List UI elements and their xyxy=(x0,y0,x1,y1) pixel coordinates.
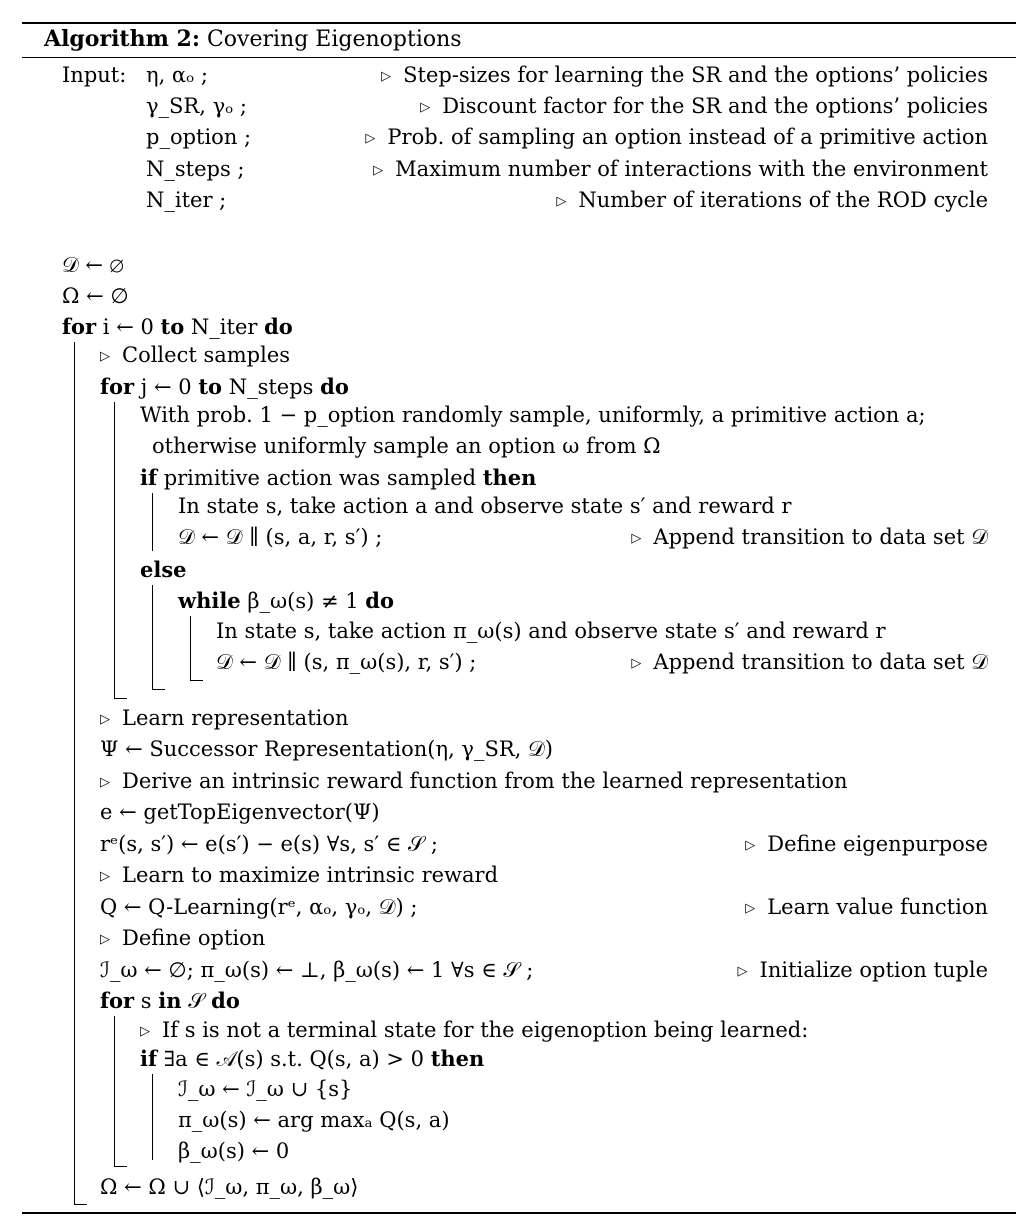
comment-line: ▷ Define option xyxy=(100,925,265,953)
comment-triangle-icon: ▷ xyxy=(365,131,376,146)
block-bar xyxy=(114,402,127,699)
algorithm-line: ℐ_ω ← ∅; π_ω(s) ← ⊥, β_ω(s) ← 1 ∀s ∈ 𝒮 ; xyxy=(100,958,534,982)
algorithm-line: In state s, take action π_ω(s) and observe state s′ and reward r xyxy=(216,619,886,643)
comment-line: ▷ Collect samples xyxy=(100,342,290,370)
block-bar xyxy=(152,585,165,690)
block-bar xyxy=(152,1074,165,1160)
block-bar xyxy=(152,493,165,551)
block-bar xyxy=(190,616,203,681)
comment-triangle-icon: ▷ xyxy=(745,838,756,853)
algorithm-line: 𝒟 ← 𝒟 ∥ (s, a, r, s′) ; xyxy=(178,525,383,549)
input-comment: ▷ Maximum number of interactions with the environment xyxy=(373,156,988,184)
comment-triangle-icon: ▷ xyxy=(100,775,110,790)
bottom-rule xyxy=(22,1212,1016,1214)
algorithm-line: rᵉ(s, s′) ← e(s′) − e(s) ∀s, s′ ∈ 𝒮 ; xyxy=(100,832,438,856)
algorithm-line: Q ← Q-Learning(rᵉ, αₒ, γₒ, 𝒟) ; xyxy=(100,895,418,919)
comment-line: ▷ Learn to maximize intrinsic reward xyxy=(100,862,498,890)
algorithm-line: π_ω(s) ← arg maxₐ Q(s, a) xyxy=(178,1108,450,1132)
comment-triangle-icon: ▷ xyxy=(373,163,384,178)
comment-triangle-icon: ▷ xyxy=(745,901,756,916)
input-param: N_iter ; xyxy=(146,188,227,212)
input-comment: ▷ Number of iterations of the ROD cycle xyxy=(556,187,988,215)
algorithm-number: Algorithm 2: xyxy=(44,26,200,52)
algorithm-line: Ω ← ∅ xyxy=(62,284,129,308)
algorithm-line: while β_ω(s) ≠ 1 do xyxy=(178,588,394,613)
comment-triangle-icon: ▷ xyxy=(737,964,748,979)
input-param: N_steps ; xyxy=(146,157,245,181)
comment-triangle-icon: ▷ xyxy=(100,932,110,947)
comment-triangle-icon: ▷ xyxy=(100,869,110,884)
input-comment: ▷ Prob. of sampling an option instead of a primitive action xyxy=(365,124,988,152)
comment-triangle-icon: ▷ xyxy=(420,100,431,115)
algorithm-line: for i ← 0 to N_iter do xyxy=(62,314,293,339)
block-bar xyxy=(114,1016,127,1167)
comment-triangle-icon: ▷ xyxy=(381,69,392,84)
algorithm-line: Ω ← Ω ∪ ⟨ℐ_ω, π_ω, β_ω⟩ xyxy=(100,1175,359,1199)
comment-triangle-icon: ▷ xyxy=(631,531,642,546)
algorithm-line: With prob. 1 − p_option randomly sample, uniformly, a primitive action a; xyxy=(140,403,926,427)
input-comment: ▷ Discount factor for the SR and the options’ policies xyxy=(420,93,988,121)
comment-line: ▷ Learn representation xyxy=(100,705,349,733)
block-bar xyxy=(74,342,87,1205)
comment-line: ▷ Append transition to data set 𝒟 xyxy=(631,649,988,677)
comment-triangle-icon: ▷ xyxy=(140,1024,150,1039)
algorithm-line: 𝒟 ← ∅ xyxy=(62,253,124,277)
algorithm-line: for j ← 0 to N_steps do xyxy=(100,374,349,399)
algorithm-line: if primitive action was sampled then xyxy=(140,465,537,490)
comment-line: ▷ Learn value function xyxy=(745,894,988,922)
algorithm-line: otherwise uniformly sample an option ω from Ω xyxy=(152,434,661,458)
title-rule xyxy=(22,57,1016,58)
comment-line: ▷ Initialize option tuple xyxy=(738,957,988,985)
comment-line: ▷ Append transition to data set 𝒟 xyxy=(631,524,988,552)
algorithm-line: for s in 𝒮 do xyxy=(100,988,240,1013)
comment-line: ▷ Derive an intrinsic reward function from the learned representation xyxy=(100,768,848,796)
algorithm-name: Covering Eigenoptions xyxy=(206,27,462,52)
algorithm-line: Ψ ← Successor Representation(η, γ_SR, 𝒟) xyxy=(100,737,553,761)
comment-triangle-icon: ▷ xyxy=(631,656,642,671)
algorithm-line: else xyxy=(140,557,187,582)
comment-triangle-icon: ▷ xyxy=(556,194,567,209)
algorithm-line: β_ω(s) ← 0 xyxy=(178,1139,290,1163)
algorithm-line: e ← getTopEigenvector(Ψ) xyxy=(100,800,380,824)
algorithm-line: ℐ_ω ← ℐ_ω ∪ {s} xyxy=(178,1077,353,1101)
input-param: γ_SR, γₒ ; xyxy=(146,94,247,118)
algorithm-line: 𝒟 ← 𝒟 ∥ (s, π_ω(s), r, s′) ; xyxy=(216,650,477,674)
algorithm-line: if ∃a ∈ 𝒜(s) s.t. Q(s, a) > 0 then xyxy=(140,1046,485,1071)
input-label: Input: xyxy=(62,63,127,87)
input-param: p_option ; xyxy=(146,125,252,149)
comment-line: ▷ If s is not a terminal state for the eigenoption being learned: xyxy=(140,1017,808,1045)
algorithm-box xyxy=(22,22,1016,1214)
algorithm-line: In state s, take action a and observe state s′ and reward r xyxy=(178,494,792,518)
input-param: η, αₒ ; xyxy=(146,63,208,87)
comment-triangle-icon: ▷ xyxy=(100,712,110,727)
algorithm-title xyxy=(44,26,462,53)
comment-line: ▷ Define eigenpurpose xyxy=(745,831,988,859)
top-rule xyxy=(22,22,1016,24)
input-comment: ▷ Step-sizes for learning the SR and the options’ policies xyxy=(381,62,988,90)
comment-triangle-icon: ▷ xyxy=(100,349,110,364)
